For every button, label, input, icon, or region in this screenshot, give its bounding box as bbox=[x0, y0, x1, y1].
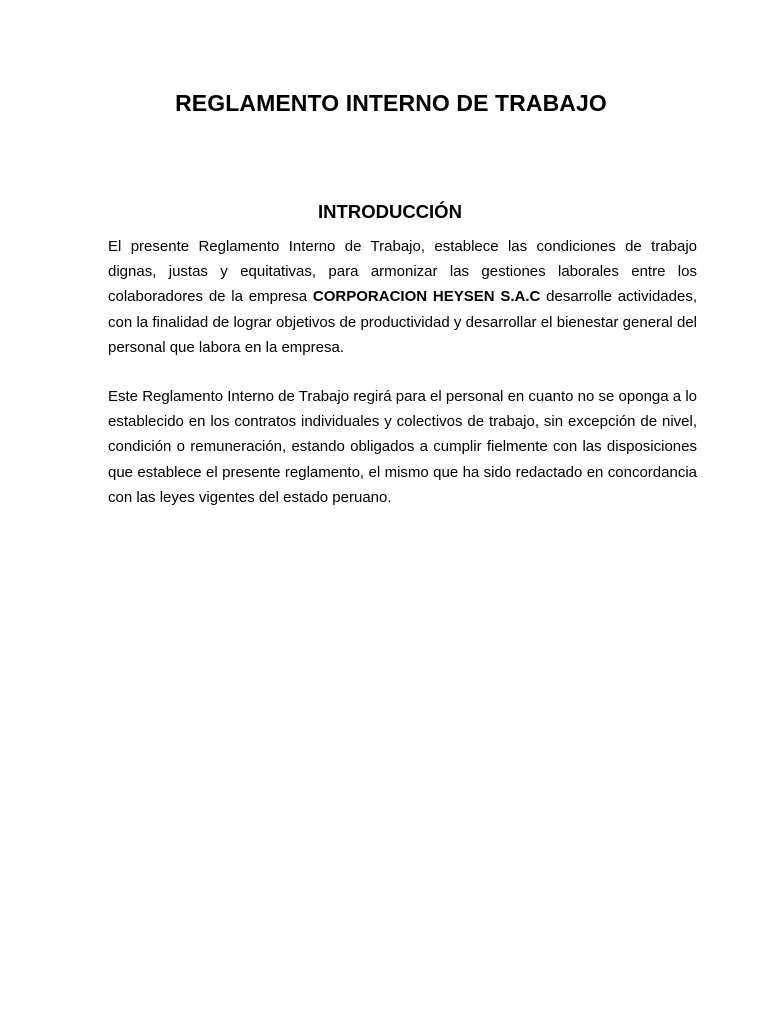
intro-paragraph-1 bbox=[108, 234, 697, 360]
company-name: CORPORACION HEYSEN S.A.C bbox=[312, 288, 541, 306]
document-title: REGLAMENTO INTERNO DE TRABAJO bbox=[175, 90, 607, 116]
section-heading-introduccion: INTRODUCCIÓN bbox=[318, 201, 462, 222]
paragraph-1-text-after: desarrolle actividades, con la finalidad de lograr objetivos de productividad y desarrollar el bienestar general del personal que labora en la empresa. bbox=[108, 288, 698, 356]
intro-paragraph-2: Este Reglamento Interno de Trabajo regirá para el personal en cuanto no se oponga a lo establecido en los contratos individuales y colectivos de trabajo, sin excepción de nivel, condición o remuneración, estando obligados a cumplir fielmente con las disposiciones que establece el presente reglamento, el mismo que ha sido redactado en concordancia con las leyes vigentes del estado peruano. bbox=[108, 388, 697, 506]
paragraph-1-text-before: El presente Reglamento Interno de Trabajo, establece las condiciones de trabajo dignas, justas y equitativas, para armonizar las gestiones laborales entre los colaboradores de la empresa bbox=[108, 238, 697, 306]
